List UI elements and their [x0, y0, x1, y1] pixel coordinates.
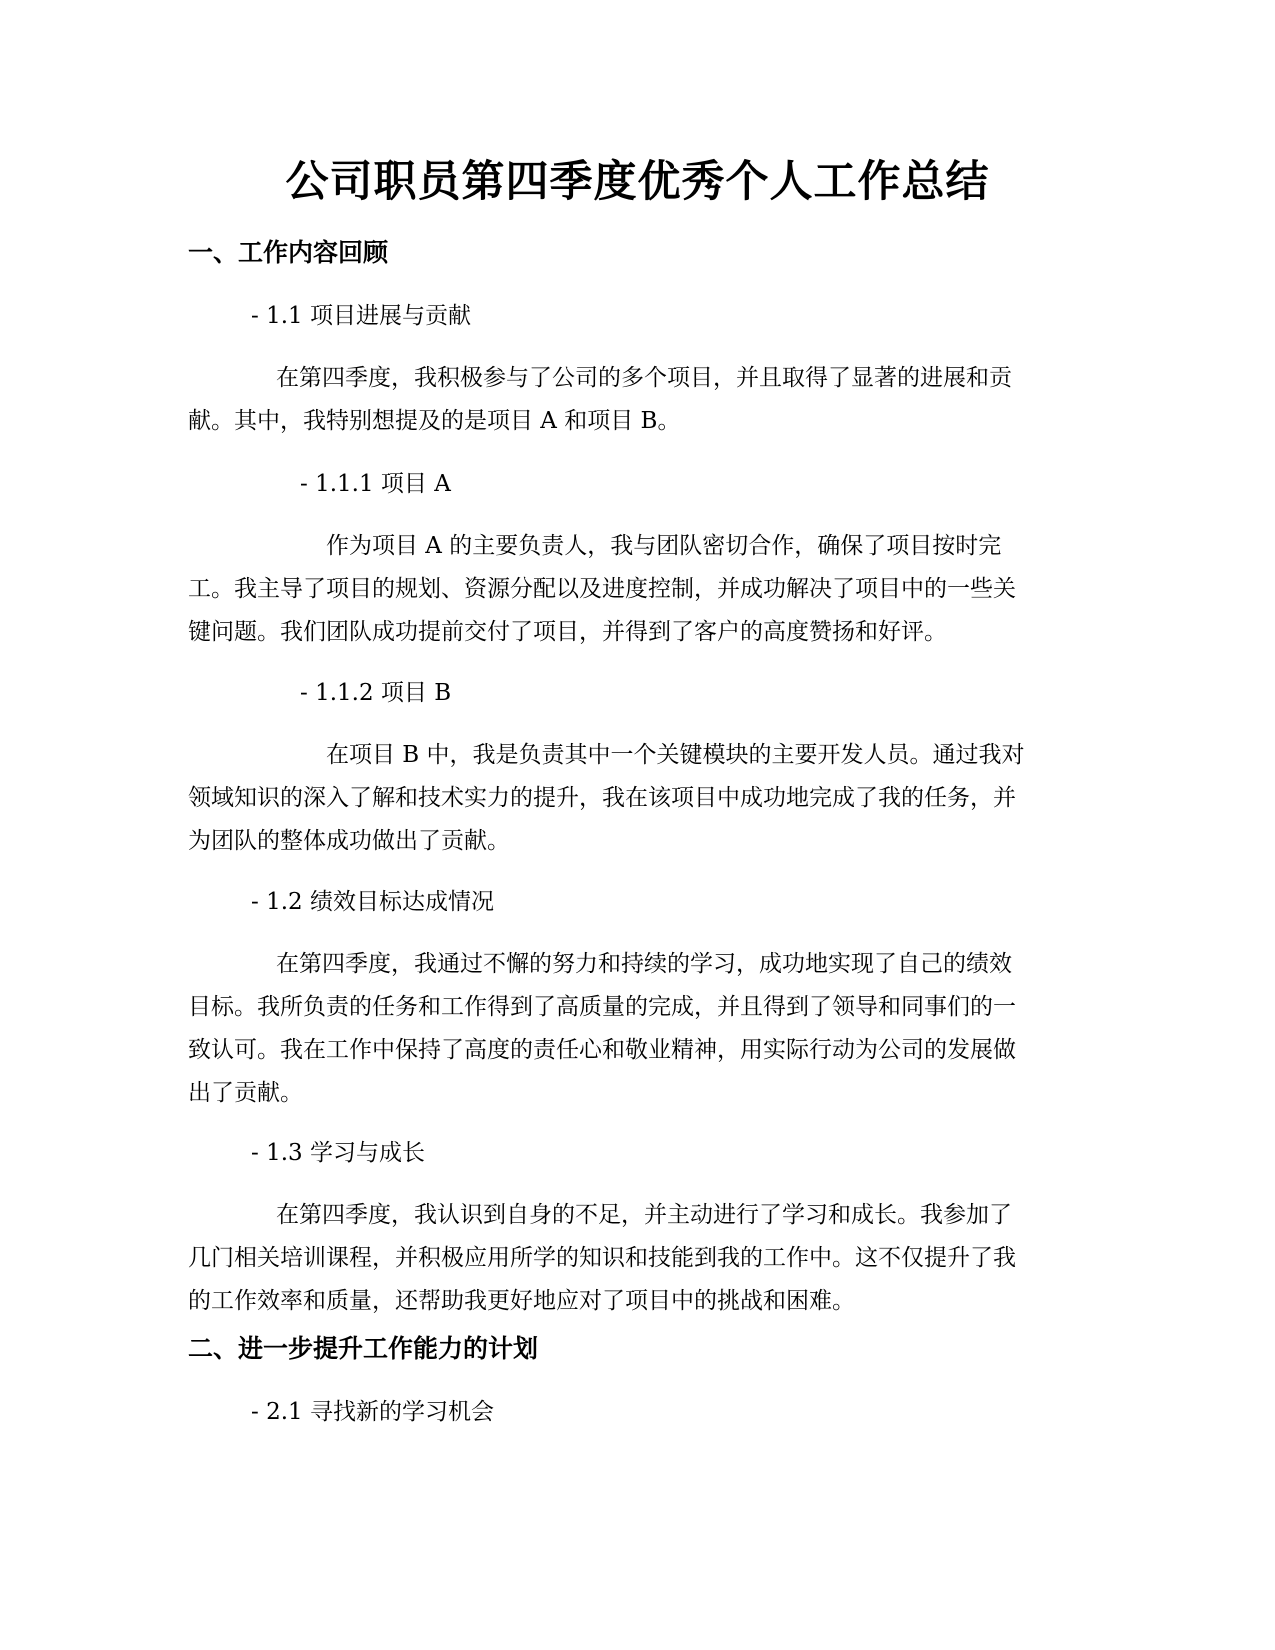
paragraph-line: 出了贡献。 [188, 1080, 303, 1106]
document-title: 公司职员第四季度优秀个人工作总结 [285, 157, 990, 207]
subsection-1-3-heading: - 1.3 学习与成长 [251, 1140, 425, 1166]
paragraph-line: 为团队的整体成功做出了贡献。 [188, 828, 510, 854]
paragraph-line: 在项目 B 中，我是负责其中一个关键模块的主要开发人员。通过我对 [326, 742, 1025, 768]
subsection-2-1-heading: - 2.1 寻找新的学习机会 [251, 1399, 494, 1425]
paragraph-line: 几门相关培训课程，并积极应用所学的知识和技能到我的工作中。这不仅提升了我 [188, 1245, 1016, 1271]
subsection-1-2-paragraph [188, 943, 1088, 1115]
subsection-1-2-heading: - 1.2 绩效目标达成情况 [251, 889, 494, 915]
subsection-1-1-1-paragraph [188, 525, 1088, 654]
subsection-1-1-heading: - 1.1 项目进展与贡献 [251, 303, 471, 329]
paragraph-line: 领域知识的深入了解和技术实力的提升，我在该项目中成功地完成了我的任务，并 [188, 785, 1016, 811]
subsection-1-1-2-paragraph [188, 734, 1088, 863]
paragraph-line: 在第四季度，我认识到自身的不足，并主动进行了学习和成长。我参加了 [276, 1202, 1012, 1228]
paragraph-line: 献。其中，我特别想提及的是项目 A 和项目 B。 [188, 408, 681, 434]
paragraph-line: 作为项目 A 的主要负责人，我与团队密切合作，确保了项目按时完 [326, 533, 1002, 559]
subsection-1-3-paragraph [188, 1194, 1088, 1323]
subsection-1-1-2-heading: - 1.1.2 项目 B [300, 680, 452, 706]
paragraph-line: 键问题。我们团队成功提前交付了项目，并得到了客户的高度赞扬和好评。 [188, 619, 947, 645]
paragraph-line: 在第四季度，我通过不懈的努力和持续的学习，成功地实现了自己的绩效 [276, 951, 1012, 977]
subsection-1-1-1-heading: - 1.1.1 项目 A [300, 471, 451, 497]
paragraph-line: 工。我主导了项目的规划、资源分配以及进度控制，并成功解决了项目中的一些关 [188, 576, 1016, 602]
paragraph-line: 致认可。我在工作中保持了高度的责任心和敬业精神，用实际行动为公司的发展做 [188, 1037, 1016, 1063]
paragraph-line: 的工作效率和质量，还帮助我更好地应对了项目中的挑战和困难。 [188, 1288, 855, 1314]
paragraph-line: 目标。我所负责的任务和工作得到了高质量的完成，并且得到了领导和同事们的一 [188, 994, 1016, 1020]
subsection-1-1-paragraph [188, 357, 1088, 443]
paragraph-line: 在第四季度，我积极参与了公司的多个项目，并且取得了显著的进展和贡 [276, 365, 1012, 391]
section-1-heading: 一、工作内容回顾 [188, 238, 389, 267]
section-2-heading: 二、进一步提升工作能力的计划 [188, 1334, 539, 1363]
